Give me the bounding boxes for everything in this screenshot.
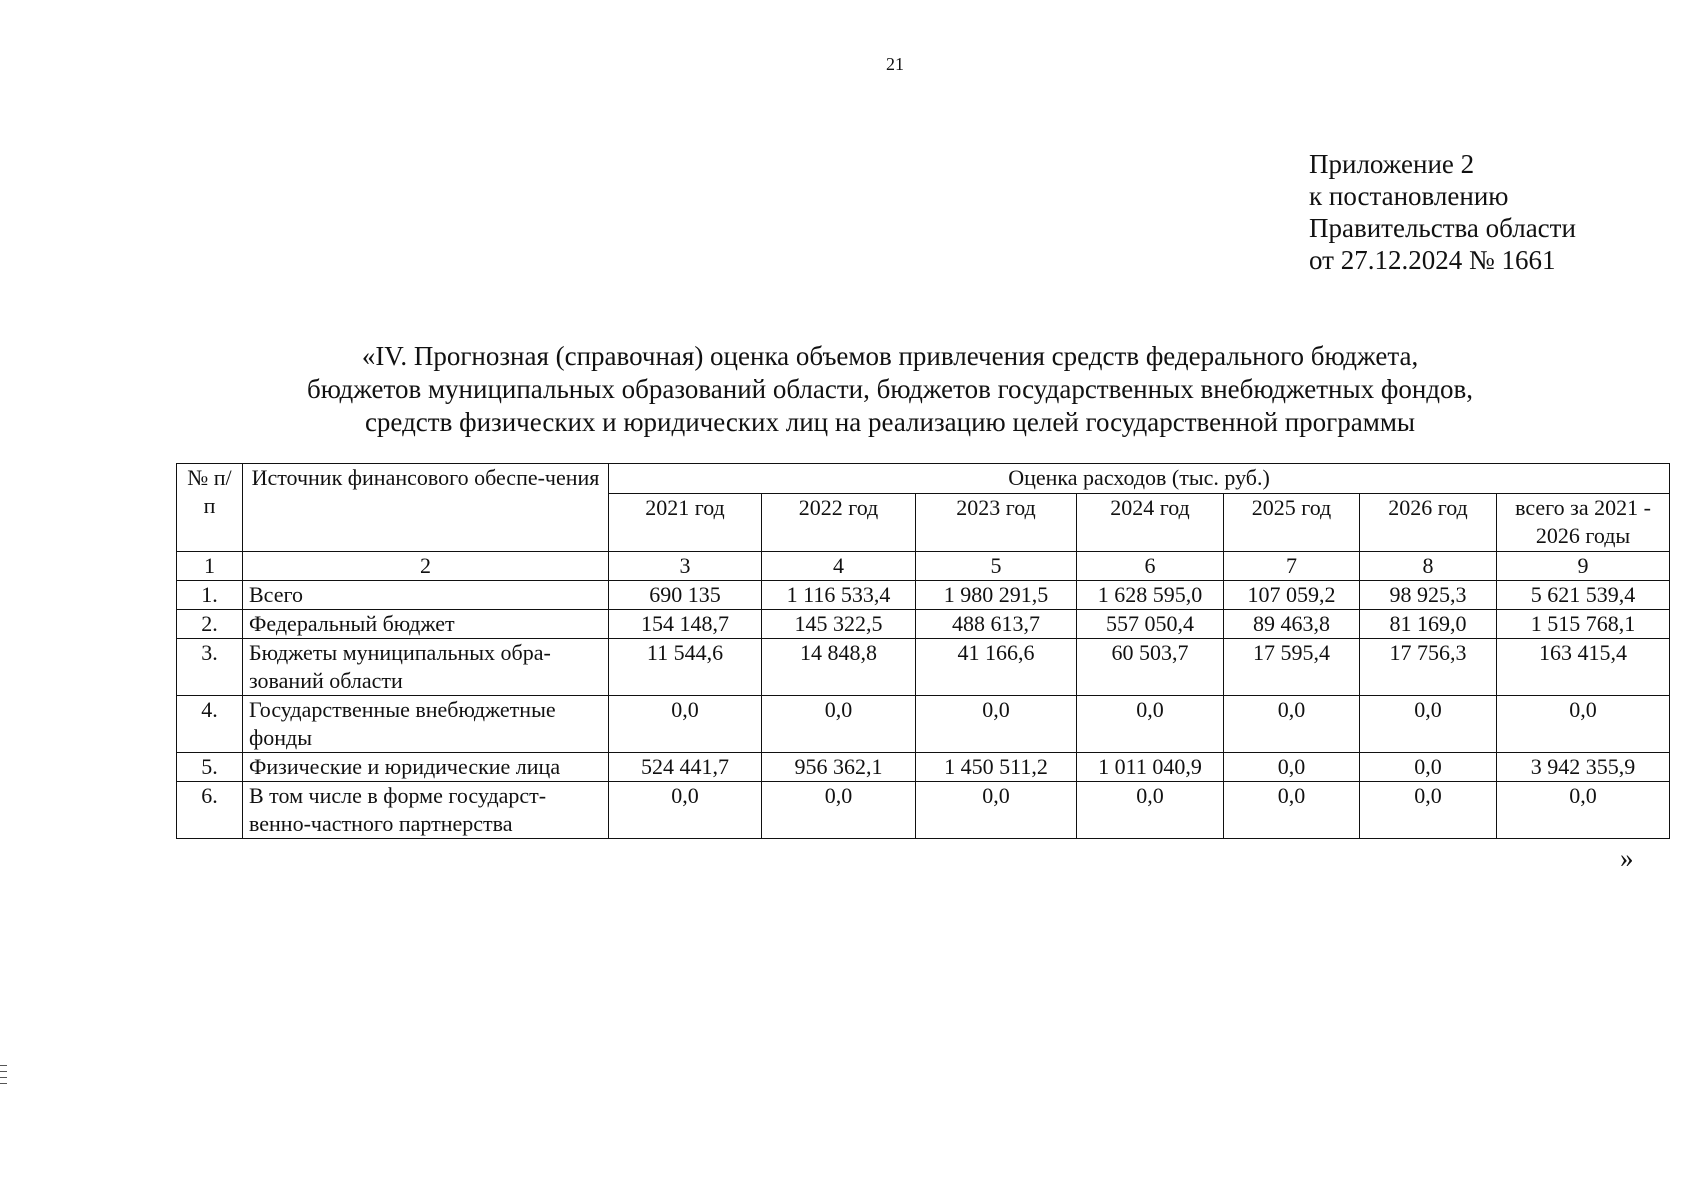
- value-cell: 0,0: [916, 696, 1077, 753]
- row-num: 1.: [177, 581, 243, 610]
- value-cell: 690 135: [609, 581, 762, 610]
- row-source: Физические и юридические лица: [243, 753, 609, 782]
- index-cell: 1: [177, 552, 243, 581]
- page-number: 21: [886, 54, 904, 74]
- header-source: Источник финансового обеспе-чения: [243, 464, 609, 552]
- table-row: [177, 581, 1670, 610]
- header-year: 2022 год: [762, 494, 916, 552]
- value-cell: 1 011 040,9: [1077, 753, 1224, 782]
- value-cell: 557 050,4: [1077, 610, 1224, 639]
- total-cell: 1 515 768,1: [1497, 610, 1670, 639]
- value-cell: 14 848,8: [762, 639, 916, 696]
- value-cell: 1 980 291,5: [916, 581, 1077, 610]
- row-num: 4.: [177, 696, 243, 753]
- value-cell: 1 628 595,0: [1077, 581, 1224, 610]
- value-cell: 0,0: [1077, 782, 1224, 839]
- value-cell: 956 362,1: [762, 753, 916, 782]
- value-cell: 41 166,6: [916, 639, 1077, 696]
- total-cell: 163 415,4: [1497, 639, 1670, 696]
- header-year: 2026 год: [1360, 494, 1497, 552]
- value-cell: 0,0: [916, 782, 1077, 839]
- value-cell: 17 595,4: [1224, 639, 1360, 696]
- row-source: Федеральный бюджет: [243, 610, 609, 639]
- index-cell: 9: [1497, 552, 1670, 581]
- title-line: средств физических и юридических лиц на реализацию целей государственной программы: [364, 407, 1416, 437]
- title-line: «IV. Прогнозная (справочная) оценка объемов привлечения средств федерального бюджета,: [361, 341, 1419, 371]
- table-row: [177, 782, 1670, 839]
- appendix-line: Приложение 2: [1309, 149, 1475, 179]
- header-num: № п/п: [177, 464, 243, 552]
- value-cell: 0,0: [1224, 782, 1360, 839]
- row-num: 5.: [177, 753, 243, 782]
- value-cell: 0,0: [1224, 696, 1360, 753]
- value-cell: 1 450 511,2: [916, 753, 1077, 782]
- value-cell: 0,0: [609, 696, 762, 753]
- section-title: [160, 340, 1620, 439]
- title-line: бюджетов муниципальных образований области, бюджетов государственных внебюджетных фондов,: [306, 374, 1474, 404]
- closing-quote: »: [1620, 843, 1634, 873]
- value-cell: 0,0: [609, 782, 762, 839]
- row-source: Бюджеты муниципальных обра-зований области: [243, 639, 609, 696]
- value-cell: 60 503,7: [1077, 639, 1224, 696]
- value-cell: 107 059,2: [1224, 581, 1360, 610]
- index-cell: 5: [916, 552, 1077, 581]
- header-year: 2023 год: [916, 494, 1077, 552]
- total-cell: 5 621 539,4: [1497, 581, 1670, 610]
- table-row: [177, 696, 1670, 753]
- index-cell: 2: [243, 552, 609, 581]
- value-cell: 0,0: [1360, 782, 1497, 839]
- appendix-line: Правительства области: [1309, 213, 1576, 243]
- value-cell: 0,0: [1360, 696, 1497, 753]
- value-cell: 524 441,7: [609, 753, 762, 782]
- index-cell: 7: [1224, 552, 1360, 581]
- scan-edge-marks: [0, 1065, 8, 1105]
- value-cell: 11 544,6: [609, 639, 762, 696]
- value-cell: 0,0: [1224, 753, 1360, 782]
- budget-table: [176, 463, 1670, 839]
- row-source: В том числе в форме государст-венно-частного партнерства: [243, 782, 609, 839]
- index-cell: 4: [762, 552, 916, 581]
- value-cell: 89 463,8: [1224, 610, 1360, 639]
- total-cell: 0,0: [1497, 782, 1670, 839]
- appendix-line: от 27.12.2024 № 1661: [1309, 245, 1556, 275]
- total-cell: 3 942 355,9: [1497, 753, 1670, 782]
- header-total: всего за 2021 - 2026 годы: [1497, 494, 1670, 552]
- value-cell: 98 925,3: [1360, 581, 1497, 610]
- header-year: 2025 год: [1224, 494, 1360, 552]
- total-cell: 0,0: [1497, 696, 1670, 753]
- value-cell: 488 613,7: [916, 610, 1077, 639]
- appendix-line: к постановлению: [1309, 181, 1509, 211]
- value-cell: 17 756,3: [1360, 639, 1497, 696]
- value-cell: 0,0: [762, 782, 916, 839]
- value-cell: 0,0: [1077, 696, 1224, 753]
- index-row: [177, 552, 1670, 581]
- value-cell: 81 169,0: [1360, 610, 1497, 639]
- value-cell: 0,0: [1360, 753, 1497, 782]
- header-estimate: Оценка расходов (тыс. руб.): [609, 464, 1670, 494]
- row-num: 3.: [177, 639, 243, 696]
- row-source: Государственные внебюджетные фонды: [243, 696, 609, 753]
- table-row: [177, 610, 1670, 639]
- index-cell: 6: [1077, 552, 1224, 581]
- value-cell: 1 116 533,4: [762, 581, 916, 610]
- row-source: Всего: [243, 581, 609, 610]
- table-row: [177, 753, 1670, 782]
- header-year: 2021 год: [609, 494, 762, 552]
- index-cell: 8: [1360, 552, 1497, 581]
- row-num: 2.: [177, 610, 243, 639]
- index-cell: 3: [609, 552, 762, 581]
- header-year: 2024 год: [1077, 494, 1224, 552]
- row-num: 6.: [177, 782, 243, 839]
- value-cell: 145 322,5: [762, 610, 916, 639]
- value-cell: 0,0: [762, 696, 916, 753]
- table-row: [177, 639, 1670, 696]
- appendix-block: [1309, 148, 1576, 276]
- value-cell: 154 148,7: [609, 610, 762, 639]
